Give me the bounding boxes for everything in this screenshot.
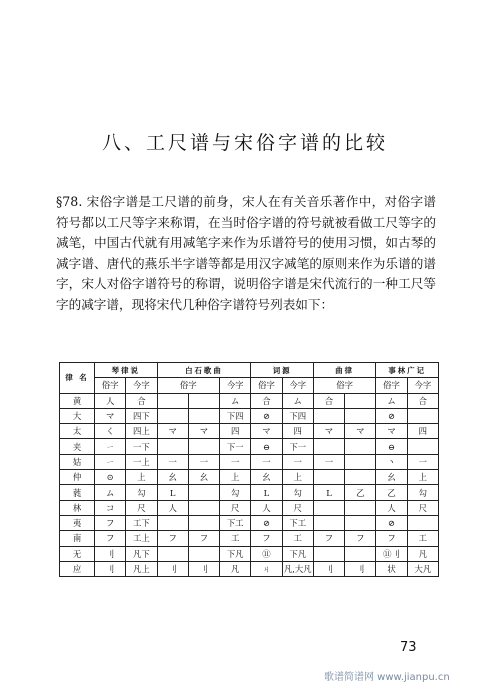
table-cell [407,515,438,530]
table-cell: く [95,424,126,439]
subheader-cell: 俗字 [313,378,376,393]
table-cell [157,515,188,530]
table-cell: マ [95,408,126,423]
table-cell: 一 [157,454,188,469]
table-cell: 尺 [126,500,157,515]
row-lvming-cell: 仲 [60,470,95,485]
table-cell: 一 [220,454,251,469]
table-cell: フ [376,531,407,546]
group-header-shilin: 事林广记 [376,363,439,378]
table-cell: ㄐ [251,561,282,576]
table-cell: 四上 [126,424,157,439]
table-cell: マ [376,424,407,439]
table-cell: フ [345,531,376,546]
table-cell: 状 [376,561,407,576]
table-cell: 上 [407,470,438,485]
table-subheader-row [60,378,439,393]
table-cell: ㄧ [95,454,126,469]
table-cell: ム [220,393,251,408]
table-cell: ⊖ [376,439,407,454]
table-corner-header: 律 名 [60,363,95,394]
table-cell: 下工 [220,515,251,530]
table-cell: 人 [157,500,188,515]
table-cell [157,408,188,423]
table-cell: 凡上 [126,561,157,576]
table-cell: 尺 [282,500,313,515]
row-lvming-cell: 大 [60,408,95,423]
body-paragraph: §78. 宋俗字谱是工尺谱的前身，宋人在有关音乐著作中，对俗字谱符号都以工尺等字来称谓，在当时俗字谱的符号就被看做工尺等字的减笔，中国古代就有用减笔字来作为乐谱符号的使用习惯，如古琴的减字谱、唐代的燕乐半字谱等都是用汉字减笔的原则来作为乐谱的谱字，宋人对俗字谱符号的称谓，说明俗字谱是宋代流行的一种工尺等字的减字谱，现将宋代几种俗字谱符号列表如下： [56,194,436,312]
table-cell: 上 [126,470,157,485]
table-cell: 尺 [220,500,251,515]
table-cell: ⑪刂 [376,546,407,561]
table-body [60,393,439,577]
table-cell [345,546,376,561]
table-cell: 凡下 [126,546,157,561]
subheader-cell: 今字 [407,378,438,393]
table-cell: 合 [407,393,438,408]
table-cell [188,408,219,423]
table-cell [313,546,344,561]
table-cell: 工 [220,531,251,546]
table-cell [157,393,188,408]
table-cell: フ [95,515,126,530]
table-cell: 下四 [282,408,313,423]
table-cell: 上 [282,470,313,485]
table-cell: 工 [407,531,438,546]
subheader-cell: 俗字 [95,378,126,393]
table-cell: ⊘ [376,515,407,530]
table-cell: ⊖ [251,439,282,454]
table-cell: 幺 [157,470,188,485]
table-cell: 工 [282,531,313,546]
page-number: 73 [400,640,417,655]
subheader-cell: 今字 [220,378,251,393]
table-group-header-row [60,363,439,378]
table-cell: マ [251,424,282,439]
table-cell: ㄧ [95,439,126,454]
row-lvming-cell: 夷 [60,515,95,530]
table-cell [313,500,344,515]
table-cell: ム [95,485,126,500]
table-cell: 勾 [282,485,313,500]
table-cell [157,439,188,454]
table-cell: マ [157,424,188,439]
table-cell: 凡 [220,561,251,576]
table-cell: 一 [282,454,313,469]
table-cell: 幺 [188,470,219,485]
table-cell: 工下 [126,515,157,530]
table-cell: マ [345,424,376,439]
table-cell: 勾 [407,485,438,500]
table-cell [345,454,376,469]
table-cell [345,393,376,408]
table-cell: 合 [126,393,157,408]
subheader-cell: 今字 [126,378,157,393]
group-header-qinlv: 琴律说 [95,363,158,378]
subheader-cell: 俗字 [157,378,220,393]
table-cell [188,485,219,500]
table-cell: 幺 [251,470,282,485]
table-cell: 工上 [126,531,157,546]
table-row [60,439,439,454]
table-cell: ⊘ [251,515,282,530]
table-cell: マ [313,424,344,439]
table-row [60,515,439,530]
table-cell: 四 [282,424,313,439]
table-cell [188,439,219,454]
table-cell [157,546,188,561]
row-lvming-cell: 南 [60,531,95,546]
group-header-baishi: 白石歌曲 [157,363,251,378]
table-cell [313,439,344,454]
table-cell: 下工 [282,515,313,530]
table-cell: 下凡 [282,546,313,561]
row-lvming-cell: 应 [60,561,95,576]
table-cell [345,470,376,485]
table-cell: 人 [251,500,282,515]
page-title: 八、工尺谱与宋俗字谱的比较 [101,132,388,154]
table-cell: コ [95,500,126,515]
table-row [60,470,439,485]
table-cell: 刂 [95,561,126,576]
subheader-cell: 俗字 [376,378,407,393]
table-row [60,485,439,500]
table-cell: 一上 [126,454,157,469]
table-cell: L [313,485,344,500]
table-cell: 下一 [282,439,313,454]
table-row [60,393,439,408]
row-lvming-cell: 太 [60,424,95,439]
table-cell: 刂 [313,561,344,576]
group-header-ciyuan: 词源 [251,363,314,378]
table-cell: 四下 [126,408,157,423]
table-cell: 大凡 [407,561,438,576]
table-cell [188,500,219,515]
row-lvming-cell: 林 [60,500,95,515]
table-cell [188,515,219,530]
table-cell: 刂 [345,561,376,576]
subheader-cell: 今字 [282,378,313,393]
table-cell: 勾 [220,485,251,500]
table-cell [345,408,376,423]
table-cell: ⑪ [251,546,282,561]
row-lvming-cell: 无 [60,546,95,561]
table-cell: 凡,大凡 [282,561,313,576]
table-row [60,454,439,469]
table-cell: 刂 [95,546,126,561]
table-cell: ⊘ [251,408,282,423]
table-cell: 尺 [407,500,438,515]
table-cell [313,515,344,530]
row-lvming-cell: 姑 [60,454,95,469]
table-cell: 上 [220,470,251,485]
table-cell [313,470,344,485]
table-cell: L [251,485,282,500]
table-cell: フ [95,531,126,546]
table-cell: 勾 [126,485,157,500]
table-cell [313,408,344,423]
table-cell: 一 [251,454,282,469]
table-cell: 人 [95,393,126,408]
table-cell: 丶 [376,454,407,469]
table-cell: 下凡 [220,546,251,561]
table-cell [345,500,376,515]
table-cell: 一 [313,454,344,469]
table-cell: 乙 [345,485,376,500]
site-watermark: 歌谱简谱网 www.jianpu.cn [324,672,450,683]
group-header-qulv: 曲律 [313,363,376,378]
table-row [60,531,439,546]
table-cell: 人 [376,500,407,515]
table-cell: ム [282,393,313,408]
row-lvming-cell: 黄 [60,393,95,408]
table-cell: マ [188,424,219,439]
subheader-cell: 俗字 [251,378,282,393]
table-row [60,546,439,561]
table-cell: 四 [220,424,251,439]
table-cell: L [157,485,188,500]
table-row [60,561,439,576]
table-cell: 乙 [376,485,407,500]
table-cell: 一 [188,454,219,469]
notation-table-container [59,362,439,577]
table-cell: 四 [407,424,438,439]
table-cell: フ [313,531,344,546]
table-cell: 一下 [126,439,157,454]
table-cell [345,515,376,530]
table-cell: 刂 [157,561,188,576]
table-cell [345,439,376,454]
table-cell [407,439,438,454]
row-lvming-cell: 夹 [60,439,95,454]
table-cell: 合 [313,393,344,408]
table-cell: 刂 [188,561,219,576]
table-cell: 下一 [220,439,251,454]
table-cell: フ [251,531,282,546]
table-cell: 凡 [407,546,438,561]
notation-comparison-table [59,362,439,577]
table-cell: ⊘ [376,408,407,423]
row-lvming-cell: 蕤 [60,485,95,500]
table-cell: ⊙ [95,470,126,485]
table-row [60,500,439,515]
table-cell: 一 [407,454,438,469]
table-row [60,424,439,439]
table-cell: 合 [251,393,282,408]
table-cell [188,546,219,561]
table-cell: 幺 [376,470,407,485]
table-cell: ム [376,393,407,408]
table-cell: フ [157,531,188,546]
table-cell: フ [188,531,219,546]
table-cell [188,393,219,408]
table-cell: 下四 [220,408,251,423]
table-row [60,408,439,423]
table-cell [407,408,438,423]
